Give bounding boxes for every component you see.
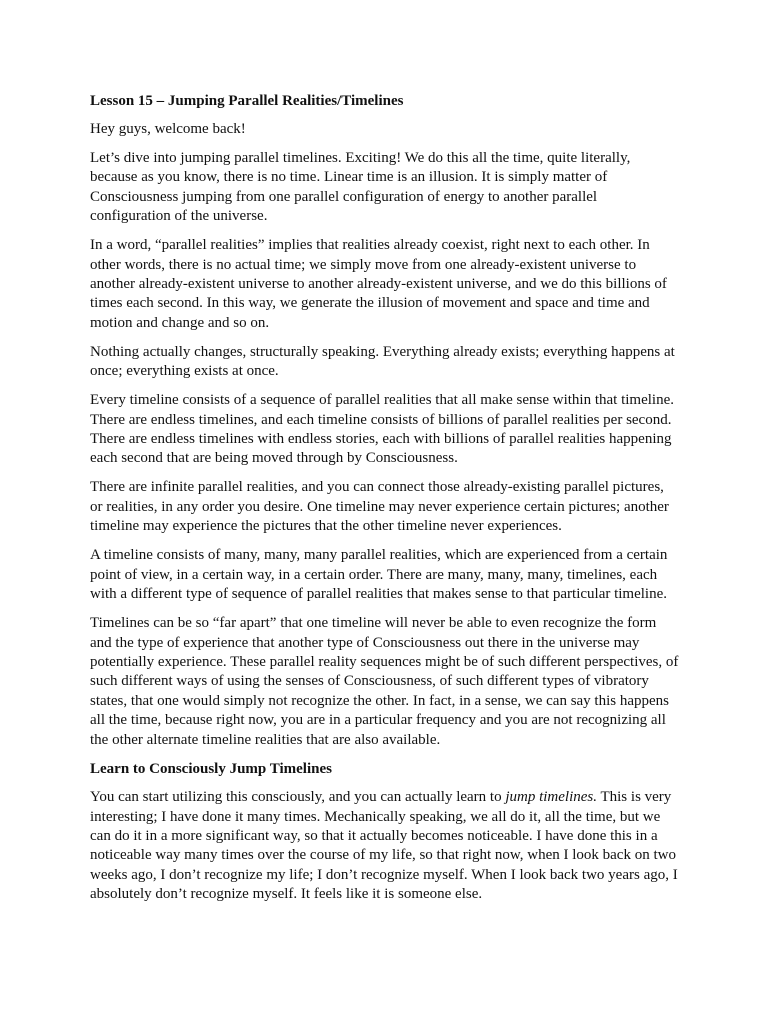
section-heading: Learn to Consciously Jump Timelines: [90, 760, 332, 777]
body-paragraph: There are infinite parallel realities, and you can connect those already-existing parallel pictures, or realities, in any order you desire. One timeline may never experience certain pictures; another timeline may experience the pictures that the other timeline never experiences.: [90, 479, 669, 535]
body-paragraph: A timeline consists of many, many, many parallel realities, which are experienced from a certain point of view, in a certain way, in a certain order. There are many, many, many, timelines, each with a different type of sequence of parallel realities that makes sense to that particular timeline.: [90, 547, 668, 603]
greeting-paragraph: Hey guys, welcome back!: [90, 121, 246, 137]
text-span: This is very interesting; I have done it many times. Mechanically speaking, we all do it, all the time, but we can do it in a more significant way, so that it actually becomes noticeable. I have done this in a noticeable way many times over the course of my life, so that right now, when I look back on two weeks ago, I don’t recognize my life; I don’t recognize myself. When I look back two years ago, I absolutely don’t recognize myself. It feels like it is someone else.: [90, 789, 678, 903]
body-paragraph: In a word, “parallel realities” implies that realities already coexist, right next to each other. In other words, there is no actual time; we simply move from one already-existent universe to another already-existent universe to another already-existent universe, and we do this billions of times each second. In this way, we generate the illusion of movement and space and time and motion and change and so on.: [90, 237, 667, 331]
body-paragraph: Every timeline consists of a sequence of parallel realities that all make sense within that timeline. There are endless timelines, and each timeline consists of billions of parallel realities per second. There are endless timelines with endless stories, each with billions of parallel realities happening each second that are being moved through by Consciousness.: [90, 392, 674, 467]
body-paragraph: Let’s dive into jumping parallel timelines. Exciting! We do this all the time, quite literally, because as you know, there is no time. Linear time is an illusion. It is simply matter of Consciousness jumping from one parallel configuration of energy to another parallel configuration of the universe.: [90, 150, 631, 225]
body-paragraph: Timelines can be so “far apart” that one timeline will never be able to even recognize the form and the type of experience that another type of Consciousness out there in the universe may potentially experience. These parallel reality sequences might be of such different perspectives, of such different ways of using the senses of Consciousness, of such different types of vibratory states, that one would simply not recognize the other. In fact, in a sense, we can say this happens all the time, because right now, you are in a particular frequency and you are not recognizing all the other alternate timeline realities that are also available.: [90, 615, 679, 748]
body-paragraph: Nothing actually changes, structurally speaking. Everything already exists; everything happens at once; everything exists at once.: [90, 343, 675, 380]
italic-text: jump timelines.: [505, 789, 597, 806]
lesson-title: Lesson 15 – Jumping Parallel Realities/Timelines: [90, 93, 404, 109]
body-paragraph-last: [90, 788, 680, 904]
document-page: [90, 92, 680, 914]
text-span: You can start utilizing this consciously, and you can actually learn to: [90, 789, 506, 806]
